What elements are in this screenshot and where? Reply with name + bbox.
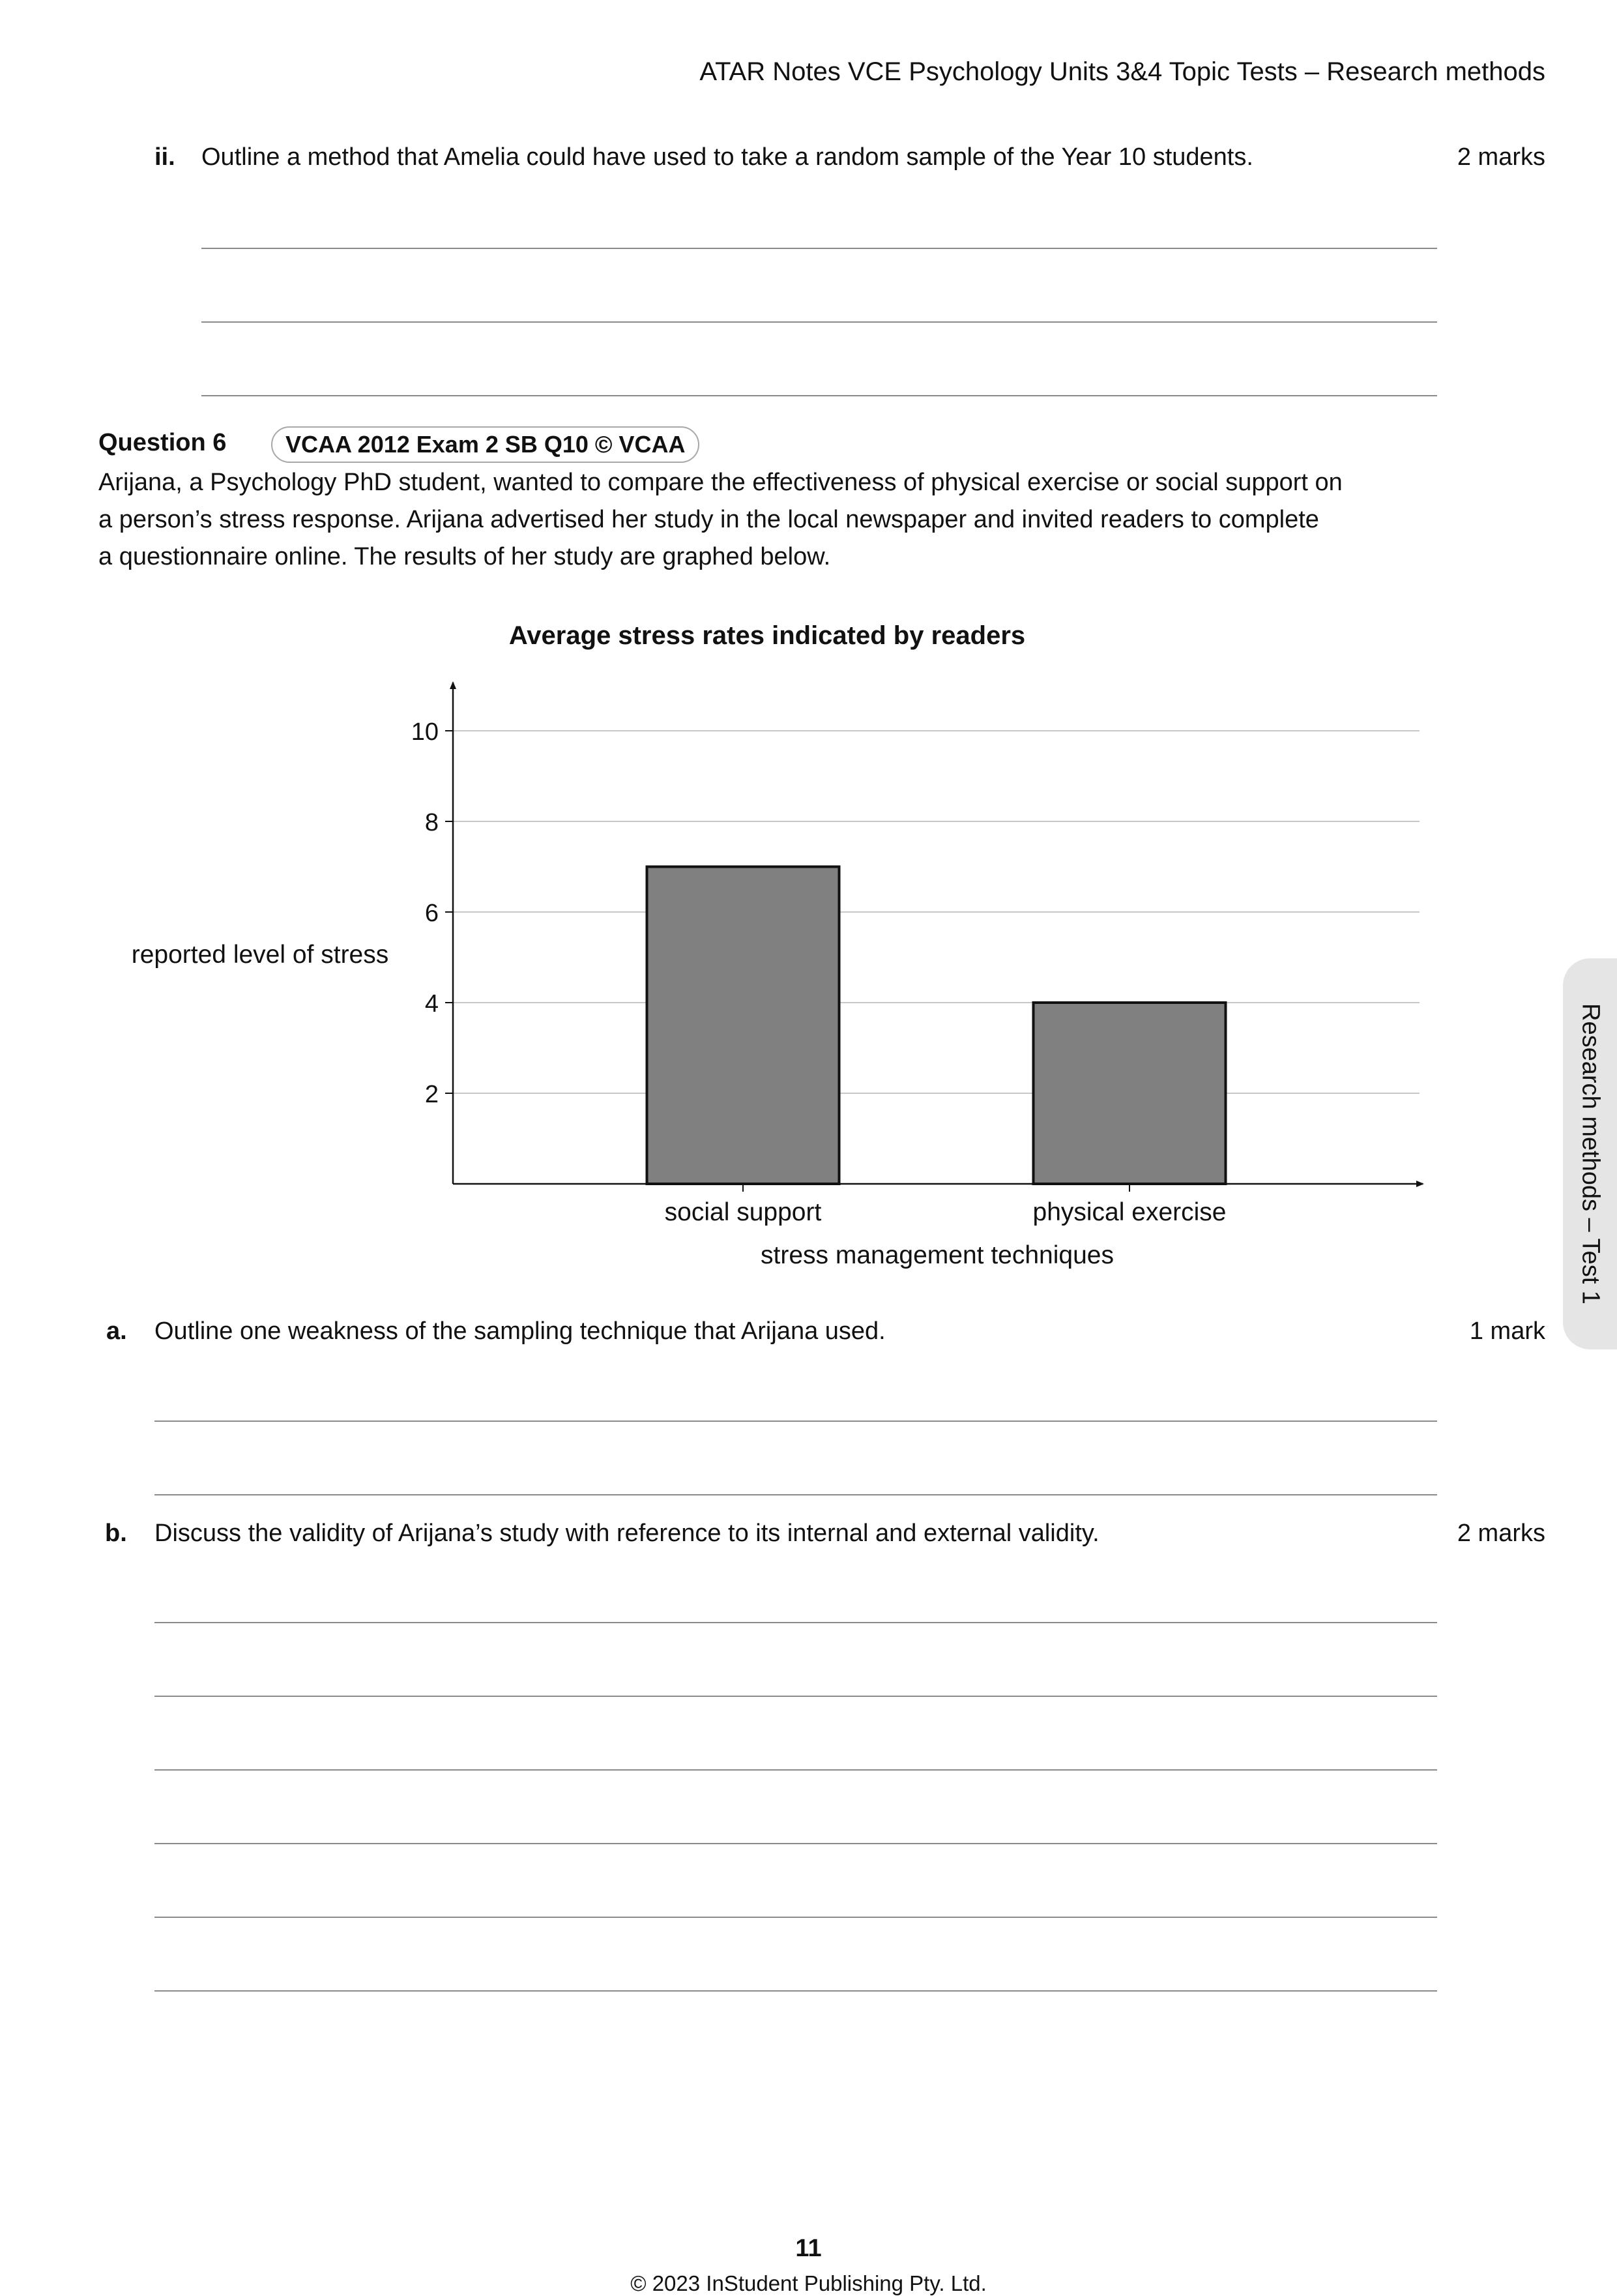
question-part-number: ii. [154, 143, 175, 171]
copyright-notice: © 2023 InStudent Publishing Pty. Ltd. [630, 2271, 987, 2295]
y-tick-label: 10 [411, 718, 439, 746]
answer-line[interactable] [154, 1696, 1437, 1697]
bar-physical-exercise [1034, 1003, 1226, 1184]
answer-line[interactable] [154, 1917, 1437, 1918]
gridlines [453, 731, 1420, 1093]
chart-title: Average stress rates indicated by readers [508, 621, 1026, 650]
y-tick-label: 6 [424, 900, 439, 927]
question-part-text: Outline one weakness of the sampling technique that Arijana used. [154, 1317, 886, 1345]
question-part-text: Discuss the validity of Arijana’s study with reference to its internal and external validity. [154, 1520, 1100, 1547]
marks-label: 1 mark [1469, 1317, 1545, 1345]
y-tick-label: 2 [424, 1081, 439, 1108]
answer-line[interactable] [154, 1494, 1437, 1495]
question-part-letter: a. [106, 1317, 127, 1345]
answer-line[interactable] [154, 1769, 1437, 1771]
x-axis-label: stress management techniques [761, 1241, 1114, 1269]
y-axis-label: reported level of stress [131, 941, 389, 969]
x-tick-label: physical exercise [1032, 1198, 1227, 1226]
section-side-tab [1563, 958, 1617, 1349]
bar-social-support [647, 867, 839, 1185]
marks-label: 2 marks [1457, 1520, 1545, 1547]
stem-line: a questionnaire online. The results of her study are graphed below. [98, 543, 831, 570]
page-number: 11 [795, 2235, 822, 2262]
answer-line[interactable] [154, 1843, 1437, 1844]
bars [647, 867, 1226, 1185]
question-title: Question 6 [98, 429, 227, 456]
question-part-text: Outline a method that Amelia could have used to take a random sample of the Year 10 students. [201, 143, 1253, 171]
answer-line[interactable] [154, 1990, 1437, 1992]
y-tick-label: 4 [424, 990, 439, 1018]
x-tick-label: social support [664, 1198, 822, 1226]
running-header: ATAR Notes VCE Psychology Units 3&4 Topic Tests – Research methods [699, 57, 1545, 86]
side-tab-label: Research methods – Test 1 [1577, 1003, 1605, 1304]
stem-line: Arijana, a Psychology PhD student, wanted to compare the effectiveness of physical exercise or social support on [98, 469, 1343, 496]
question-part-letter: b. [105, 1520, 127, 1547]
answer-line[interactable] [154, 1622, 1437, 1623]
answer-line[interactable] [154, 1420, 1437, 1422]
marks-label: 2 marks [1457, 143, 1545, 171]
source-badge: VCAA 2012 Exam 2 SB Q10 © VCAA [271, 426, 699, 463]
stem-line: a person’s stress response. Arijana advertised her study in the local newspaper and invited readers to complete [98, 506, 1319, 533]
y-tick-label: 8 [424, 809, 439, 836]
